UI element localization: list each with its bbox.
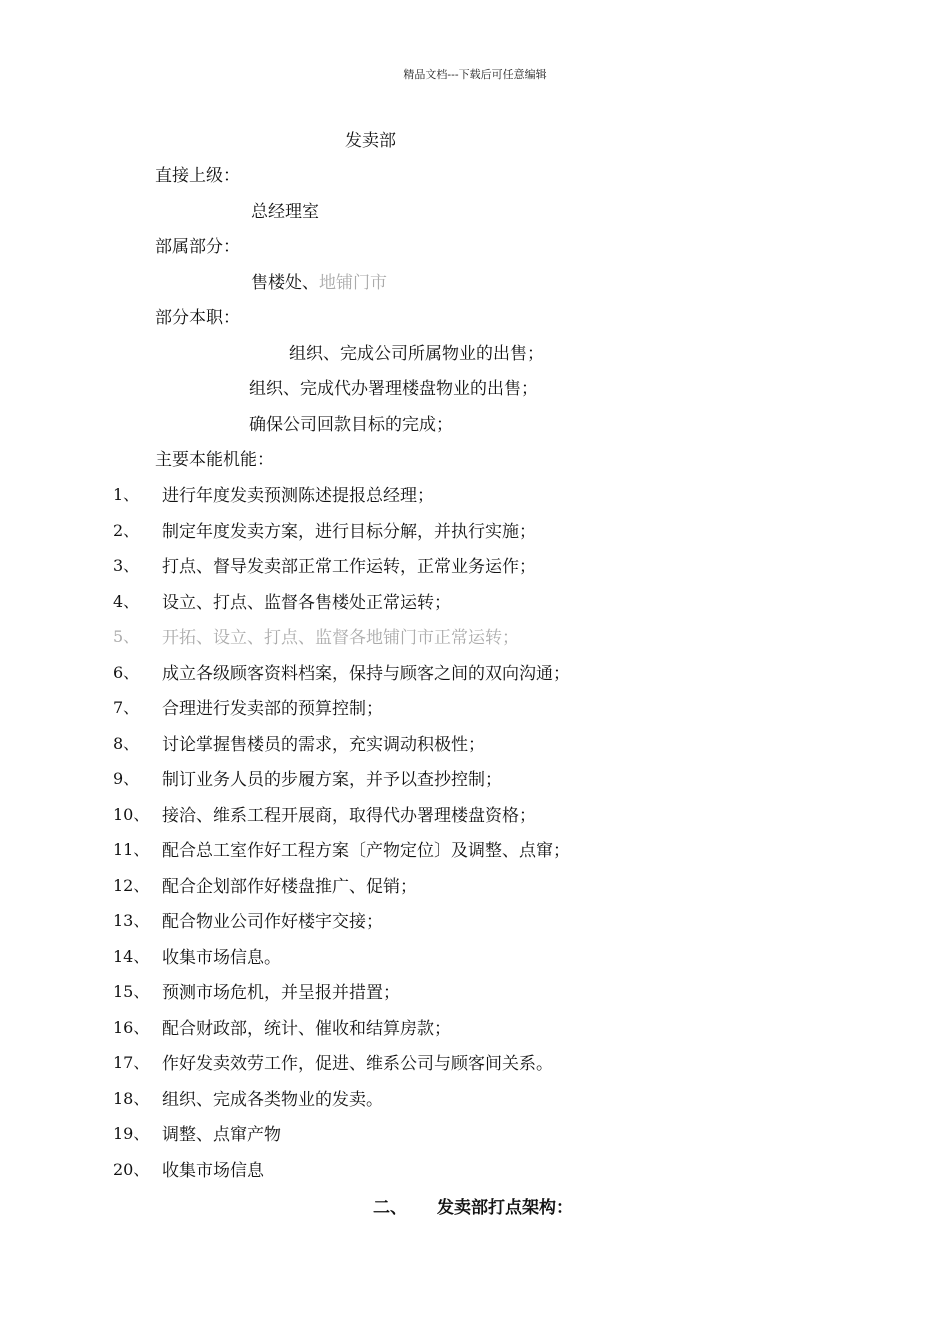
function-text: 合理进行发卖部的预算控制；: [162, 699, 383, 719]
subordinate-value: [251, 268, 387, 293]
function-text: 开拓、设立、打点、监督各地铺门市正常运转；: [162, 628, 519, 648]
section-title: 发卖部打点架构：: [437, 1198, 573, 1218]
superior-value: 总经理室: [251, 202, 319, 222]
superior-label: 直接上级：: [155, 166, 240, 186]
duties-label: 部分本职：: [155, 308, 240, 328]
function-number: 17、: [113, 1053, 150, 1072]
function-number: 16、: [113, 1018, 150, 1037]
function-text: 成立各级顾客资料档案，保持与顾客之间的双向沟通；: [162, 664, 570, 684]
function-text: 配合物业公司作好楼宇交接；: [162, 912, 383, 932]
duty-item: 组织、完成代办署理楼盘物业的出售；: [249, 379, 538, 399]
function-number: 7、: [113, 698, 140, 717]
function-number: 19、: [113, 1124, 150, 1143]
function-number: 18、: [113, 1089, 150, 1108]
function-text: 收集市场信息。: [162, 948, 281, 968]
function-text: 接洽、维系工程开展商，取得代办署理楼盘资格；: [162, 806, 536, 826]
function-number: 13、: [113, 911, 150, 930]
function-text: 讨论掌握售楼员的需求，充实调动积极性；: [162, 735, 485, 755]
function-number: 14、: [113, 947, 150, 966]
subordinate-value-faint: 地铺门市: [319, 273, 387, 293]
section-number: 二、: [373, 1198, 407, 1218]
function-text: 组织、完成各类物业的发卖。: [162, 1090, 383, 1110]
subordinate-value-main: 售楼处、: [251, 273, 319, 293]
function-number: 2、: [113, 521, 140, 540]
function-text: 制订业务人员的步履方案，并予以查抄控制；: [162, 770, 502, 790]
function-text: 制定年度发卖方案，进行目标分解，并执行实施；: [162, 522, 536, 542]
function-number: 6、: [113, 663, 140, 682]
function-number: 1、: [113, 485, 140, 504]
function-number: 12、: [113, 876, 150, 895]
function-number: 5、: [113, 627, 140, 646]
duty-item: 组织、完成公司所属物业的出售；: [289, 344, 544, 364]
function-number: 15、: [113, 982, 150, 1001]
function-number: 10、: [113, 805, 150, 824]
function-text: 配合总工室作好工程方案〔产物定位〕及调整、点窜；: [162, 841, 570, 861]
function-text: 配合企划部作好楼盘推广、促销；: [162, 877, 417, 897]
function-text: 收集市场信息: [162, 1161, 264, 1181]
function-number: 20、: [113, 1160, 150, 1179]
doc-title: 发卖部: [345, 131, 396, 151]
function-text: 作好发卖效劳工作，促进、维系公司与顾客间关系。: [162, 1054, 553, 1074]
function-number: 4、: [113, 592, 140, 611]
page-header: 精品文档---下载后可任意编辑: [403, 68, 547, 81]
function-number: 11、: [113, 840, 150, 859]
function-text: 调整、点窜产物: [162, 1125, 281, 1145]
function-text: 打点、督导发卖部正常工作运转，正常业务运作；: [162, 557, 536, 577]
subordinate-label: 部属部分：: [155, 237, 240, 257]
section-heading: [373, 1193, 573, 1218]
function-number: 8、: [113, 734, 140, 753]
function-text: 设立、打点、监督各售楼处正常运转；: [162, 593, 451, 613]
function-text: 配合财政部，统计、催收和结算房款；: [162, 1019, 451, 1039]
function-number: 3、: [113, 556, 140, 575]
function-text: 预测市场危机，并呈报并措置；: [162, 983, 400, 1003]
function-number: 9、: [113, 769, 140, 788]
function-text: 进行年度发卖预测陈述提报总经理；: [162, 486, 434, 506]
functions-label: 主要本能机能：: [155, 450, 274, 470]
duty-item: 确保公司回款目标的完成；: [249, 415, 453, 435]
